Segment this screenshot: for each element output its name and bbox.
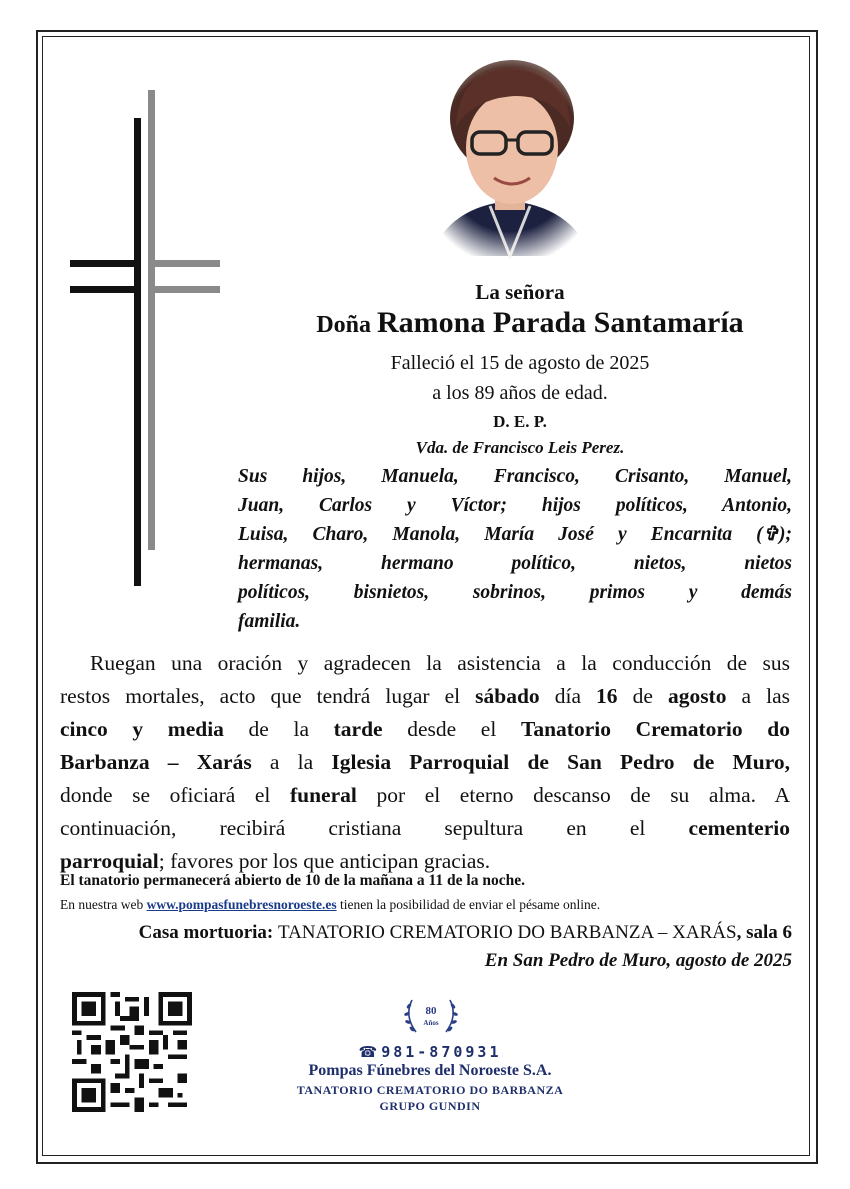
place-date: En San Pedro de Muro, agosto de 2025 [484,950,792,971]
prayer-text: a la [251,750,332,774]
prayer-line [60,812,790,845]
family-line: Sus hijos, Manuela, Francisco, Crisanto, Manuel, [238,466,792,487]
prayer-text: de la [223,717,334,741]
day-of-week: sábado [475,684,540,708]
prayer-line [60,647,790,680]
prayer-text: a las [726,684,790,708]
family-line: Juan, Carlos y Víctor; hijos políticos, Antonio, [238,495,792,516]
logo-number: 80 [425,1005,437,1017]
logo-word: Años [423,1019,439,1027]
mortuary-room: , sala 6 [736,922,792,943]
web-suffix: tienen la posibilidad de enviar el pésame online. [336,897,601,912]
company-group: GRUPO GUNDIN [379,1099,481,1113]
time-of-day: tarde [333,717,383,741]
website-link[interactable]: www.pompasfunebresnoroeste.es [146,897,337,912]
family-line: hermanas, hermano político, nietos, nietos [238,553,792,574]
death-date: Falleció el 15 de agosto de 2025 [390,352,650,374]
phone-number[interactable] [290,1043,570,1061]
prayer-text: por el eterno descanso de su alma. A [356,783,790,807]
month: agosto [667,684,727,708]
title-la-senora: La señora [475,280,565,304]
deceased-name [250,306,810,340]
phone-icon: ☎ [358,1043,378,1061]
funeral-word: funeral [289,783,357,807]
prayer-text: donde se oficiará el [60,783,290,807]
cemetery: cementerio [688,816,790,840]
portrait-photo [420,56,600,266]
anniversary-logo [398,992,464,1042]
origin-place: Tanatorio Crematorio do [520,717,791,741]
company-name: Pompas Fúnebres del Noroeste S.A. [308,1062,552,1079]
age-at-death: a los 89 años de edad. [432,382,608,404]
family-line: familia. [238,611,301,632]
time: cinco y media [60,717,224,741]
web-prefix: En nuestra web [60,897,147,912]
opening-hours: El tanatorio permanecerá abierto de 10 de la mañana a 11 de la noche. [60,872,525,889]
prayer-text: día [539,684,597,708]
day-number: 16 [596,684,618,708]
cross-icon [66,88,226,598]
family-line: políticos, bisnietos, sobrinos, primos y demás [238,582,792,603]
rip-text: D. E. P. [493,412,547,431]
mortuary-place: TANATORIO CREMATORIO DO BARBANZA – XARÁS [277,922,737,943]
family-list [238,462,792,636]
prayer-text: ; favores por los que anticipan gracias. [158,849,491,873]
widow-of: Vda. de Francisco Leis Perez. [415,438,625,457]
family-line: Luisa, Charo, Manola, María José y Encarnita (✞); [238,524,792,545]
full-name: Ramona Parada Santamaría [377,306,744,339]
prayer-text: restos mortales, acto que tendrá lugar el [60,684,476,708]
prayer-line [60,746,790,779]
church: Iglesia Parroquial de San Pedro de Muro, [331,750,790,774]
mortuary-label: Casa mortuoria: [138,922,278,943]
prayer-text: de [617,684,668,708]
phone-text: 981-870931 [381,1043,502,1061]
company-subtitle: TANATORIO CREMATORIO DO BARBANZA [296,1083,564,1097]
funeral-announcement [60,647,790,878]
honorific: Doña [316,312,371,338]
cemetery: parroquial [60,849,159,873]
prayer-line [60,779,790,812]
origin-place: Barbanza – Xarás [60,750,252,774]
prayer-text: desde el [382,717,521,741]
prayer-line [60,713,790,746]
prayer-line [60,680,790,713]
prayer-text: continuación, recibirá cristiana sepultura en el [60,816,689,840]
mortuary-location [60,922,792,944]
web-notice [60,897,800,913]
qr-code[interactable] [72,992,192,1112]
prayer-text: Ruegan una oración y agradecen la asistencia a la conducción de sus [90,651,790,675]
